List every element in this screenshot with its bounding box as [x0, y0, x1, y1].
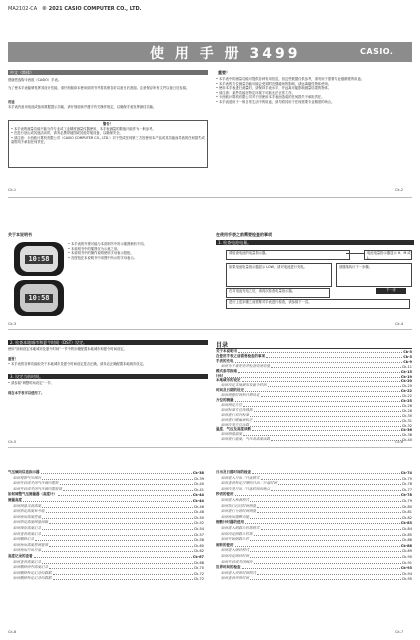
important-line: • 请注意：某些功能在特定环境下可能无法正常工作。 [216, 90, 295, 95]
watch-illustration-1 [14, 242, 64, 276]
toc-entry-page: Ck-40 [401, 438, 412, 443]
toc-entry-page: Ck-57 [193, 532, 204, 537]
casio-logo: CASIO. [360, 47, 394, 56]
toc-leader-dots [266, 357, 402, 358]
flow-arrow [346, 253, 364, 254]
toc-leader-dots [254, 421, 401, 422]
toc-leader-dots [49, 523, 193, 524]
note-label: 用途 [8, 100, 15, 104]
step2-text: 使用“如何设定本地城市及夏令时间”一节中的步骤配置本地城市和夏令时间设定。 [8, 347, 127, 351]
toc-entry-page: Ck-46 [193, 504, 204, 509]
toc-leader-dots [261, 396, 401, 397]
section-header-chinese: 中文（简体） [8, 70, 208, 75]
important-text: • 本手表的各种功能取决于本地城市及夏令时间设定是否正确，请务必正确配置本地城市设定。 [8, 362, 147, 366]
toc-entry-label: 如何开启或关闭气压倾向警报器 [13, 486, 62, 491]
toc-entry-label: 如何设定倒数计时器 [221, 531, 253, 536]
toc-leader-dots [53, 574, 193, 575]
toc-entry-label: 如何开启或关闭气压倾向警报 [13, 481, 59, 486]
toc-leader-dots [58, 495, 192, 496]
toc-entry-page: Ck-74 [400, 471, 412, 475]
toc-entry-page: Ck-88 [400, 543, 412, 548]
toc-leader-dots [250, 518, 401, 519]
ready-text: 现在本手表可以使用了。 [8, 391, 45, 395]
toc-entry-page: Ck-40 [193, 482, 204, 487]
section-header-checks: 在使用手表之前需要检查的事项 [216, 232, 272, 237]
toc-entry[interactable] [216, 470, 412, 475]
toc-entry-label: 如何调整气压测量器（高度计） [8, 492, 57, 497]
toc-entry[interactable] [216, 498, 412, 503]
toc-entry-label: 如何测定方位 [221, 402, 242, 407]
toc-entry-label: 如何进入世界时间模式 [221, 570, 256, 575]
toc-entry-page: Ck-82 [401, 515, 412, 520]
toc-entry-label: 温度、气压及高度读数 [216, 427, 251, 432]
toc-leader-dots [42, 507, 193, 508]
about-line: • 各按钮在本说明书中用图中所示的字母表示。 [68, 255, 137, 260]
toc-entry-page: Ck-54 [193, 527, 204, 531]
toc-entry-label: 如何开启或关闭闹铃 [221, 559, 253, 564]
toc-list-right [216, 470, 412, 582]
toc-entry[interactable] [8, 470, 204, 475]
toc-entry-page: Ck-25 [400, 399, 412, 403]
toc-entry-label: 如何删除所有高度记录 [13, 565, 48, 570]
about-line: • 本手表的外观可能与本说明书中所示插图稍有不同。 [68, 242, 147, 246]
toc-title: 目录 [216, 342, 229, 349]
toc-leader-dots [257, 512, 401, 513]
page-number: Ck-2 [395, 188, 404, 192]
toc-entry-label: 倒数计时器的使用 [216, 520, 244, 525]
toc-entry-page: Ck-70 [193, 566, 204, 571]
toc-entry-label: 时间及日期的设定 [216, 388, 244, 393]
toc-entry-page: Ck-19 [400, 374, 412, 379]
toc-leader-dots [42, 479, 193, 480]
toc-entry-page: Ck-30 [401, 413, 412, 418]
toc-entry[interactable] [8, 526, 204, 531]
step2-header: 2. 检查本地城市和夏令时间（DST）设定。 [8, 340, 208, 345]
toc-entry-page: Ck-72 [193, 577, 204, 582]
flow-step-check: 请检查电池的电量指示器。 [226, 250, 350, 260]
toc-entry-page: Ck-26 [401, 403, 412, 408]
toc-entry-page: Ck-95 [401, 577, 412, 582]
toc-entry-page: Ck-86 [401, 538, 412, 543]
toc-leader-dots [271, 440, 401, 441]
toc-leader-dots [42, 535, 193, 536]
toc-leader-dots [238, 372, 400, 373]
toc-leader-dots [243, 406, 401, 407]
toc-entry[interactable] [216, 481, 412, 486]
toc-entry-page: Ck-78 [400, 493, 412, 498]
toc-entry-page: Ck-58 [193, 538, 204, 543]
toc-entry-label: 计时 [216, 373, 223, 378]
toc-entry-page: Ck-32 [401, 423, 412, 428]
toc-entry-page: Ck-94 [401, 571, 412, 576]
toc-entry-page: Ck-68 [193, 560, 204, 565]
toc-leader-dots [254, 411, 401, 412]
toc-entry-page: Ck-79 [401, 499, 412, 503]
page-divider [8, 329, 412, 330]
toc-leader-dots [252, 430, 400, 431]
toc-entry[interactable] [216, 548, 412, 553]
toc-entry-label: 日出及日落时间的检查 [216, 470, 251, 474]
warning-line: • 请注意：卡西欧计算机有限公司（CASIO COMPUTER CO., LTD.）对于您或任何第三方因使用本产品或其功能而导致的任何损失或索赔均不承担任何责任。 [11, 135, 205, 145]
toc-entry-page: Ck-15 [400, 369, 412, 374]
watch-display: 10:58 [25, 255, 53, 264]
toc-entry-page: Ck-84 [401, 527, 412, 531]
toc-entry-page: Ck-41 [193, 487, 204, 492]
toc-entry-page: Ck-90 [401, 555, 412, 559]
toc-leader-dots [250, 426, 401, 427]
toc-entry-label: 如何开始倒数计时 [221, 537, 249, 542]
toc-leader-dots [245, 523, 400, 524]
toc-entry[interactable] [8, 476, 204, 481]
toc-entry-page: Ck-85 [401, 532, 412, 537]
toc-leader-dots [242, 568, 400, 569]
toc-entry[interactable] [216, 492, 412, 497]
toc-entry[interactable] [8, 543, 204, 548]
manual-title: 使 用 手 册 3499 [150, 46, 301, 62]
toc-entry-page: Ck-48 [193, 510, 204, 515]
warning-line: • 本手表的测量功能不能当作专业或工业精度测量仪器使用，本手表测量的数值只能作为一般参考。 [11, 126, 156, 131]
toc-entry-page: Ck-80 [401, 504, 412, 509]
watch-display: 10:58 [25, 294, 53, 303]
toc-entry-label: 如何进行分段时间测量 [221, 509, 256, 514]
toc-leader-dots [235, 546, 400, 547]
page-divider [8, 197, 412, 198]
toc-leader-dots [245, 391, 400, 392]
toc-entry-page: Ck-50 [193, 515, 204, 520]
toc-entry-label: 如何校准方位传感器 [221, 407, 253, 412]
toc-entry-label: 如何指定高度参考值 [13, 509, 45, 514]
toc-entry[interactable] [216, 576, 412, 581]
toc-entry-label: 如何保存高度记录 [13, 526, 41, 530]
toc-entry-label: 如何进入秒表模式 [221, 498, 249, 502]
toc-entry[interactable] [216, 560, 412, 565]
warning-box [8, 120, 208, 168]
toc-leader-dots [271, 367, 401, 368]
toc-entry[interactable] [8, 565, 204, 570]
toc-leader-dots [257, 507, 401, 508]
toc-entry[interactable] [216, 509, 412, 514]
toc-entry-label: 如何进入倒数计时器模式 [221, 526, 260, 530]
toc-entry-label: 如何为手表充电并检查电池电量 [221, 363, 270, 368]
toc-leader-dots [238, 352, 402, 353]
toc-entry-label: 气压倾向信息指示器 [8, 470, 40, 474]
toc-leader-dots [23, 501, 192, 502]
toc-leader-dots [243, 435, 401, 436]
toc-entry[interactable] [216, 515, 412, 520]
toc-entry-page: Ck-38 [401, 433, 412, 438]
toc-entry-label: 如何设定闹铃时间 [221, 554, 249, 558]
page-number: Ck-1 [8, 188, 17, 192]
toc-entry-label: 如何执行经过时间测量 [221, 503, 256, 508]
toc-entry-label: 如何进行温度、气压及高度读数 [221, 437, 270, 442]
toc-entry-label: 世界时间的检查 [216, 565, 241, 570]
toc-entry-page: Ck-44 [192, 499, 204, 503]
toc-entry-label: 测量高度 [8, 498, 22, 502]
toc-entry-page: Ck-72 [193, 571, 204, 576]
page-number: Ck-6 [395, 440, 404, 444]
toc-leader-dots [34, 557, 192, 558]
flow-note: 进行上述步骤之前需要对手表进行检查，请参阅下一页。 [226, 299, 410, 309]
toc-entry[interactable] [8, 560, 204, 565]
toc-leader-dots [250, 579, 401, 580]
toc-entry-label: 如何进入闹铃模式 [221, 548, 249, 553]
page-divider [8, 447, 412, 448]
toc-entry-label: 如何指定高度测量间隔 [13, 520, 48, 525]
toc-entry-page: Ck-22 [400, 389, 412, 394]
toc-leader-dots [41, 473, 192, 474]
toc-entry-page: Ck-9 [403, 359, 412, 364]
step3-header: 3. 设定当前时间。 [8, 374, 208, 379]
toc-entry-label: 如何删除记录 [13, 537, 34, 542]
toc-leader-dots [63, 490, 193, 491]
toc-leader-dots [254, 535, 401, 536]
toc-leader-dots [235, 495, 400, 496]
important-line: • 本手表的方位测量功能可能会受到附近强磁场的影响，请远离磁性物体使用。 [216, 81, 332, 86]
toc-entry[interactable] [8, 537, 204, 542]
toc-entry-label: 如何使用高度差测量器 [13, 542, 48, 547]
toc-entry-label: 手表的充电 [216, 358, 234, 363]
toc-entry[interactable] [216, 504, 412, 509]
toc-leader-dots [42, 563, 193, 564]
toc-leader-dots [49, 546, 193, 547]
toc-entry-page: Ck-20 [401, 384, 412, 389]
about-line: • 本说明书中的插图仅为示意之用。 [68, 246, 121, 251]
page-number: Ck-8 [8, 630, 17, 634]
toc-entry[interactable] [216, 487, 412, 492]
toc-entry-page: Ck-91 [401, 560, 412, 565]
toc-leader-dots [250, 540, 401, 541]
section-header-about: 关于本说明书 [8, 232, 32, 237]
toc-entry-page: Ck-67 [192, 555, 204, 559]
toc-leader-dots [278, 484, 401, 485]
flow-step-continue: 请继续执行下一步骤。 [336, 263, 412, 287]
toc-entry-label: 如何进入日出／日落模式 [221, 475, 260, 480]
toc-entry[interactable] [8, 576, 204, 581]
toc-leader-dots [252, 473, 400, 474]
toc-entry[interactable] [8, 571, 204, 576]
toc-leader-dots [250, 416, 401, 417]
toc-entry[interactable] [8, 509, 204, 514]
toc-entry[interactable] [8, 504, 204, 509]
toc-leader-dots [261, 479, 401, 480]
toc-entry-label: 如何删除特定记录的数据 [13, 570, 52, 575]
toc-entry-page: Ck-20 [400, 379, 412, 384]
toc-leader-dots [268, 386, 401, 387]
toc-leader-dots [60, 484, 193, 485]
page-number: Ck-5 [8, 440, 17, 444]
toc-entry-label: 如何使用高度差值 [13, 514, 41, 519]
important-list [216, 77, 412, 105]
toc-entry-page: Ck-28 [401, 408, 412, 413]
toc-entry-label: 方位的测量 [216, 398, 234, 402]
toc-entry-label: 如何使用提醒功能 [221, 514, 249, 519]
toc-entry-page: Ck-11 [401, 364, 412, 369]
toc-entry-page: Ck-89 [401, 549, 412, 554]
toc-entry-label: 本地城市的设定 [216, 378, 241, 383]
toc-entry[interactable] [216, 520, 412, 525]
flow-next: 下一步 [376, 288, 406, 294]
important-line: • 使用本手表进行测量时，请保持手表水平，并远离可能影响测量结果的物体。 [216, 86, 332, 91]
flow-step-indicator: 电池电量指示器显示 H、M 或 L。 [364, 250, 412, 260]
toc-entry-page: Ck-93 [400, 566, 412, 571]
toc-entry-page: Ck-3 [403, 350, 412, 354]
toc-entry-label: 关于本说明书 [216, 349, 237, 353]
warning-title: 警告！ [103, 122, 113, 126]
toc-leader-dots [49, 568, 193, 569]
flow-step-recheck: 在对电池充电之后，请再次检查电量指示器。 [226, 288, 330, 298]
toc-entry-page: Ck-31 [401, 418, 412, 423]
toc-leader-dots [250, 551, 401, 552]
copyright: © 2021 CASIO COMPUTER CO., LTD. [41, 6, 142, 12]
toc-entry-label: 秒表的使用 [216, 492, 234, 497]
intro-paragraph: 为了使本手表能够发挥其设计性能，请仔细阅读本使用说明书并将其保存好以备日后查阅。注意保存所有文件以备日后参阅。 [8, 86, 190, 90]
step3-text: • 请参阅“调整时间设定”一节。 [8, 381, 54, 385]
toc-entry-page: Ck-3 [403, 354, 412, 359]
toc-entry[interactable] [8, 532, 204, 537]
toc-entry-label: 高度记录的查看 [8, 554, 33, 558]
toc-entry-label: 在使用手表之前需要检查的事项 [216, 353, 265, 358]
toc-entry-label: 如何使用日出日落 [13, 548, 41, 553]
important-label: 重要！ [8, 357, 18, 361]
toc-entry-label: 闹铃的使用 [216, 542, 234, 547]
toc-entry[interactable] [216, 437, 412, 442]
toc-entry[interactable] [216, 554, 412, 559]
note-text: 本手表有备用电池或备用数据提示功能，请仔细阅读并遵守有关操作规定，以确保手表发挥最佳功能。 [8, 105, 157, 109]
toc-leader-dots [261, 529, 401, 530]
toc-leader-dots [250, 557, 401, 558]
toc-leader-dots [235, 362, 403, 363]
toc-entry-page: Ck-62 [193, 549, 204, 554]
toc-entry-page: Ck-22 [401, 394, 412, 399]
section-header-important: 重要！ [216, 70, 414, 75]
toc-entry[interactable] [8, 481, 204, 486]
toc-entry-label: 如何查看特定日期的日出／日落时间 [221, 481, 277, 486]
toc-entry[interactable] [8, 498, 204, 503]
toc-entry-page: Ck-75 [401, 476, 412, 481]
toc-entry-label: 如何测量当前高度 [13, 503, 41, 508]
toc-entry-label: 如何观察气压倾向 [13, 475, 41, 480]
toc-entry[interactable] [216, 476, 412, 481]
toc-entry[interactable] [216, 565, 412, 570]
doc-code: MA2102-CA [8, 6, 38, 12]
toc-list-left [8, 470, 204, 582]
toc-entry-page: Ck-83 [400, 521, 412, 526]
toc-entry-label: 如何改变方位读数 [221, 422, 249, 427]
toc-entry[interactable] [216, 532, 412, 537]
toc-entry-label: 如何删除特定记录的数据 [13, 576, 52, 581]
page-number: Ck-4 [395, 322, 404, 326]
toc-leader-dots [224, 377, 400, 378]
toc-leader-dots [271, 490, 401, 491]
toc-entry[interactable] [8, 554, 204, 559]
toc-entry-page: Ck-81 [401, 510, 412, 515]
toc-leader-dots [53, 579, 193, 580]
toc-list [216, 349, 412, 444]
toc-entry[interactable] [216, 526, 412, 531]
about-line: • 本说明书中的操作说明使用字母表示按钮。 [68, 251, 134, 256]
page-number: Ck-7 [395, 630, 404, 634]
toc-entry-label: 如何进行双向校准 [221, 412, 249, 417]
warning-line: • 在进行登山或其他活动时，请务必携带地图或其他导航设备，以确保安全。 [11, 131, 123, 136]
toc-entry-page: Ck-39 [193, 476, 204, 481]
toc-leader-dots [242, 381, 400, 382]
toc-entry-page: Ck-77 [401, 487, 412, 492]
toc-entry-label: 如何查看高度记录 [13, 559, 41, 564]
page-number: Ck-3 [8, 322, 17, 326]
about-list [68, 242, 204, 260]
toc-entry-page: Ck-60 [193, 543, 204, 548]
toc-entry[interactable] [216, 537, 412, 542]
toc-entry-label: 如何查看世界时间 [221, 576, 249, 581]
toc-entry[interactable] [8, 492, 204, 497]
toc-entry-label: 如何设定本地城市及夏令时间 [221, 383, 267, 388]
toc-leader-dots [235, 401, 400, 402]
toc-leader-dots [42, 529, 193, 530]
toc-entry[interactable] [216, 571, 412, 576]
toc-entry-page: Ck-76 [401, 482, 412, 487]
important-line: • 本手表中的测量功能可提供各种有用信息，但这些数据仅供参考，请勿用于需要专业级精度的用途。 [216, 77, 365, 81]
toc-entry-page: Ck-44 [192, 493, 204, 498]
toc-entry-page: Ck-52 [193, 521, 204, 526]
toc-leader-dots [46, 512, 193, 513]
toc-entry[interactable] [8, 548, 204, 553]
toc-entry-label: 如何测量温度 [221, 432, 242, 437]
toc-leader-dots [42, 518, 193, 519]
toc-leader-dots [35, 540, 193, 541]
toc-leader-dots [42, 551, 193, 552]
toc-entry[interactable] [8, 520, 204, 525]
toc-entry-page: Ck-38 [192, 471, 204, 475]
toc-entry-label: 如何改变日出／日落时间的地点 [221, 486, 270, 491]
toc-entry-page: Ck-36 [400, 428, 412, 433]
step-header: 1. 检查电池电量。 [216, 240, 414, 245]
intro-text: 感谢您选购卡西欧（CASIO）手表。 [8, 78, 62, 82]
toc-leader-dots [254, 563, 401, 564]
toc-leader-dots [257, 574, 401, 575]
toc-entry[interactable] [216, 543, 412, 548]
toc-leader-dots [250, 501, 401, 502]
toc-entry-label: 模式参考指南 [216, 368, 237, 373]
important-line: • 本手表适用于一般日常生活中的用途，请勿将其用于任何需要专业精度的场合。 [216, 99, 335, 104]
important-line: • 卡西欧计算机有限公司对于因使用本手表而造成的任何损失不承担责任。 [216, 95, 325, 100]
watch-illustration-2 [14, 280, 64, 316]
doc-header-line [8, 6, 142, 12]
toc-entry[interactable] [8, 515, 204, 520]
toc-entry-label: 如何查看高度记录 [13, 531, 41, 536]
toc-entry-label: 如何进行磁偏角校正 [221, 417, 253, 422]
toc-entry-label: 如何调整时间和日期设定 [221, 393, 260, 398]
flow-step-low: 如果电池电量指示器显示 LOW，请对电池进行充电。 [226, 263, 332, 287]
